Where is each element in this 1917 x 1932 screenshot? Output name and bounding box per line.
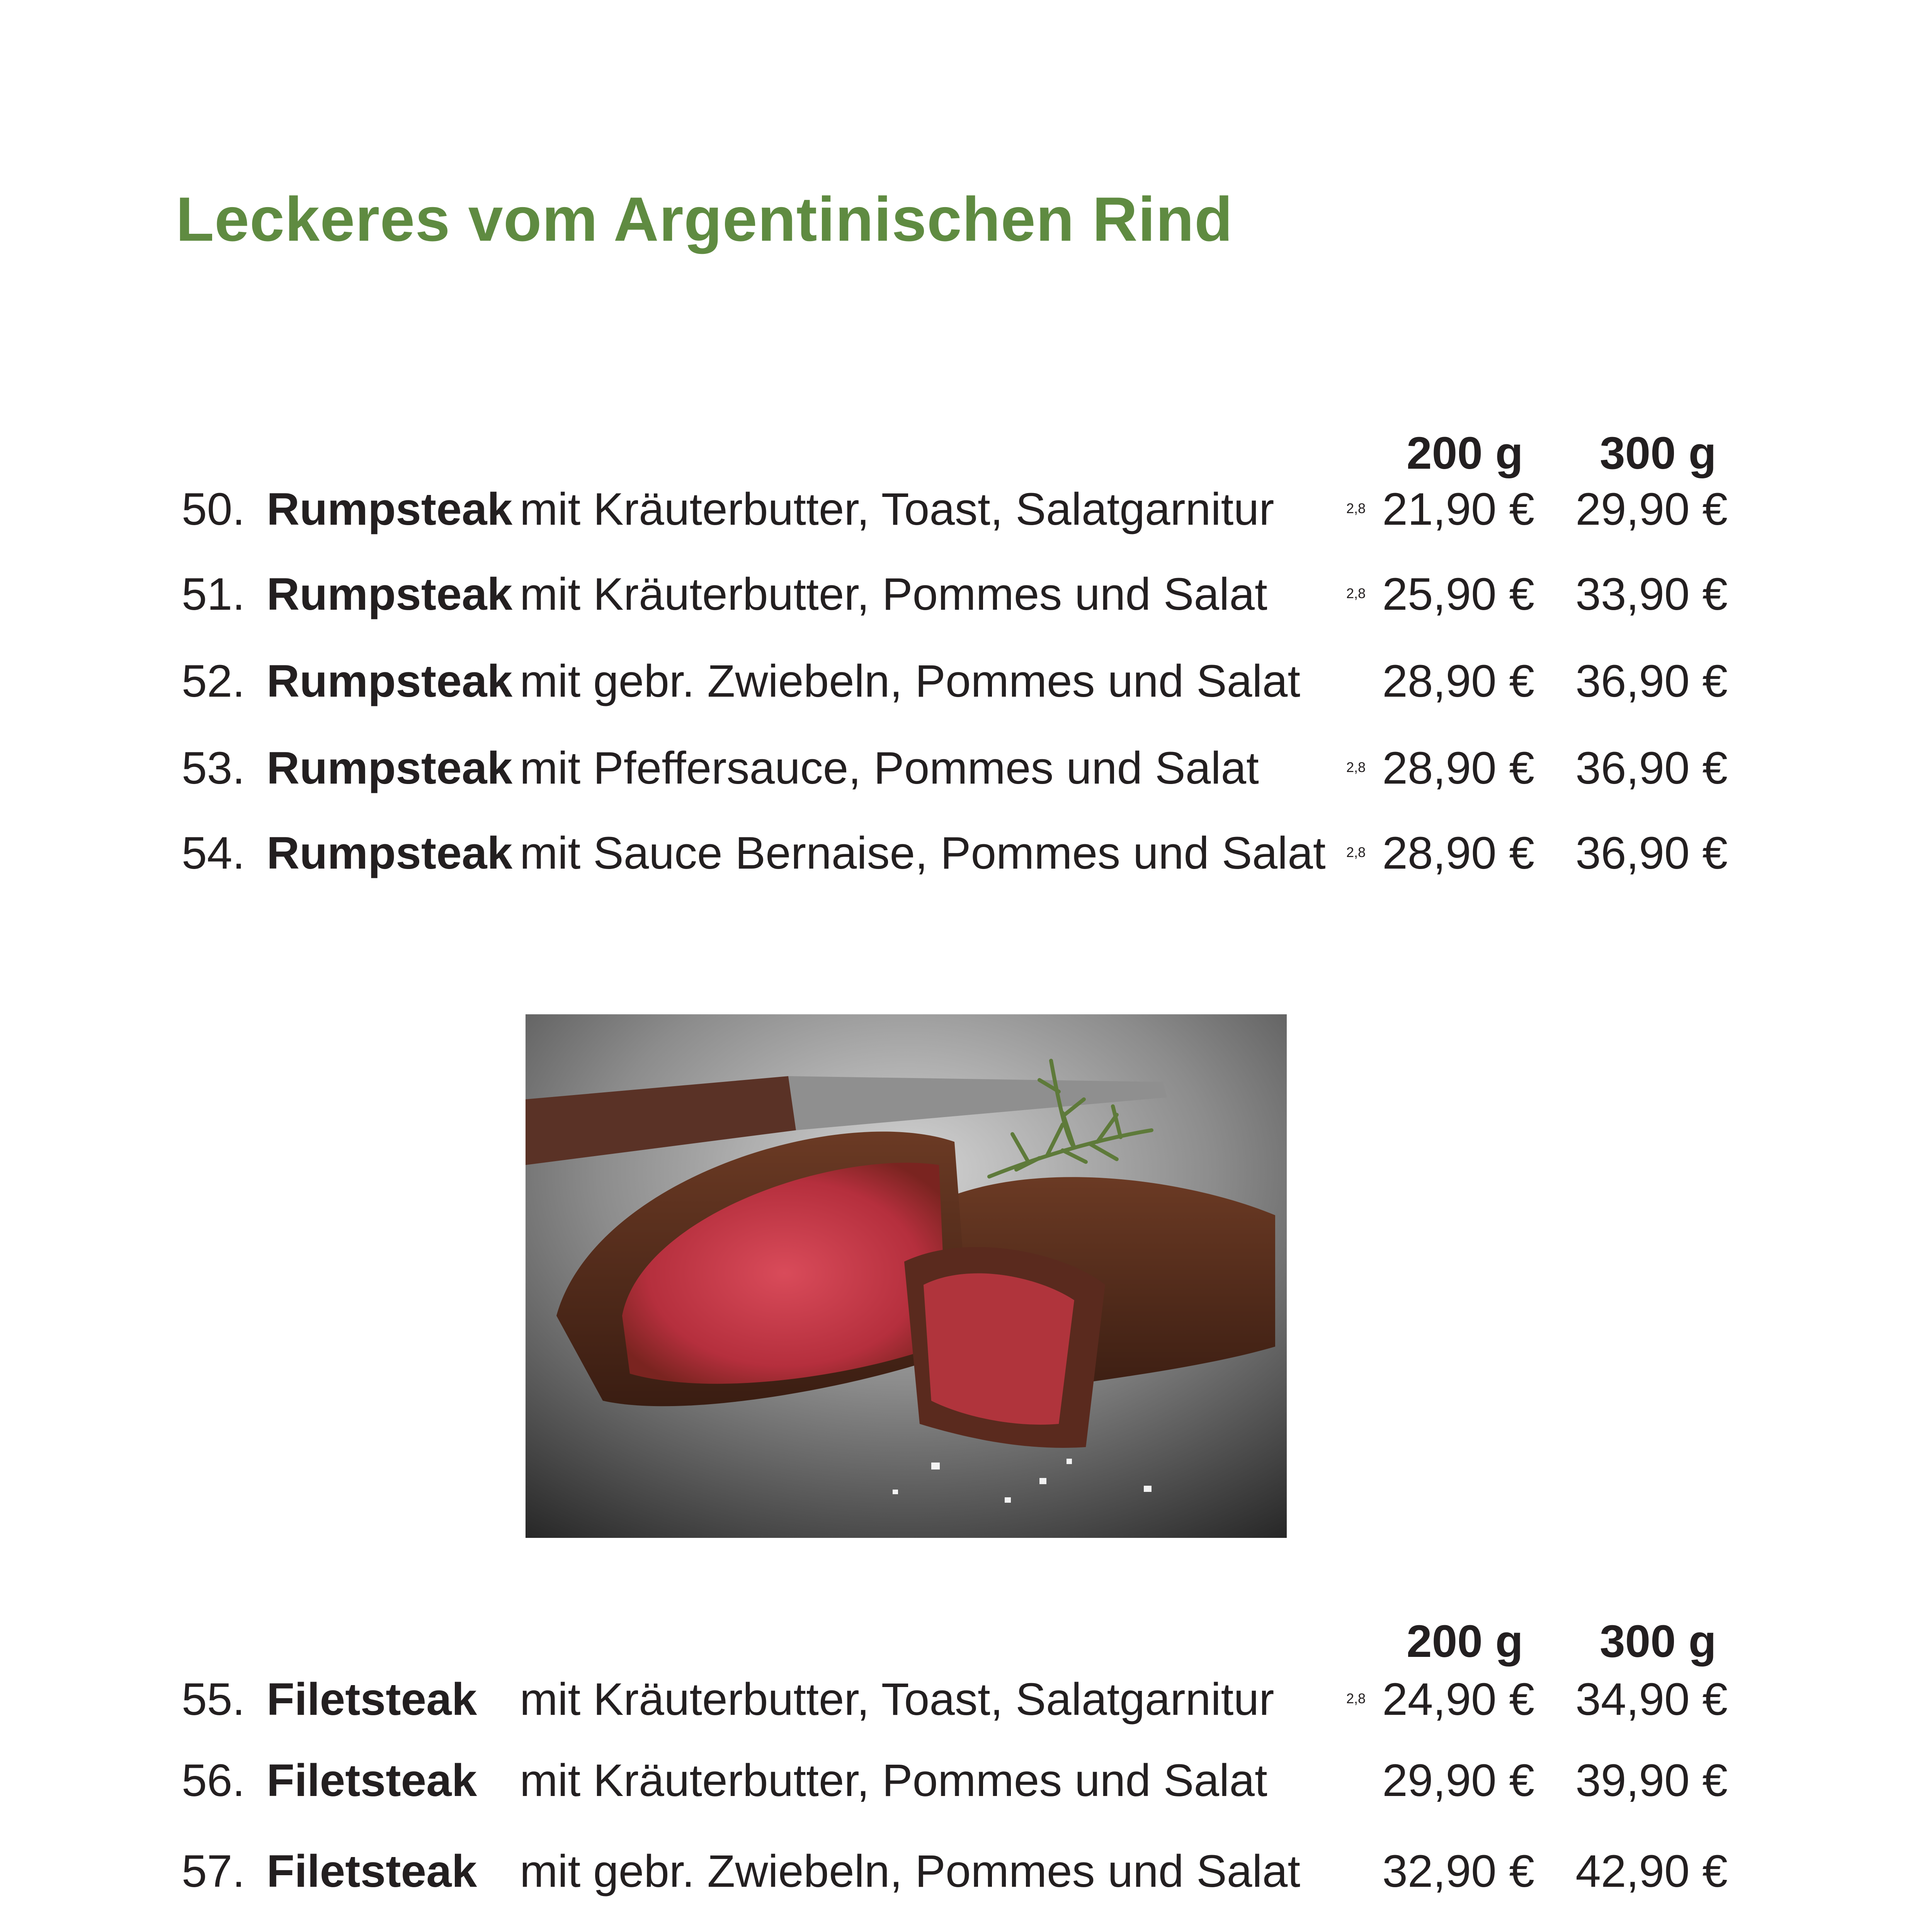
price-300g: 36,90 € [1575, 656, 1728, 707]
item-description: mit Kräuterbutter, Pommes und Salat [520, 569, 1267, 620]
menu-item-50 [0, 483, 1917, 541]
item-description: mit gebr. Zwiebeln, Pommes und Salat [520, 656, 1301, 707]
item-name: Filetsteak [267, 1846, 477, 1897]
item-name: Rumpsteak [267, 743, 513, 794]
item-description: mit Kräuterbutter, Pommes und Salat [520, 1755, 1267, 1806]
price-200g: 32,90 € [1382, 1846, 1534, 1897]
menu-item-55 [0, 1673, 1917, 1731]
allergen-note: 2,8 [1346, 759, 1366, 775]
price-300g: 29,90 € [1575, 484, 1728, 535]
menu-item-54 [0, 827, 1917, 885]
menu-item-57 [0, 1845, 1917, 1903]
item-description: mit Pfeffersauce, Pommes und Salat [520, 743, 1259, 794]
price-200g: 28,90 € [1382, 743, 1534, 794]
item-number: 51. [182, 569, 245, 620]
allergen-note: 2,8 [1346, 1690, 1366, 1706]
weight-200g-label: 200 g [1407, 1616, 1523, 1667]
item-description: mit gebr. Zwiebeln, Pommes und Salat [520, 1846, 1301, 1897]
item-name: Filetsteak [267, 1755, 477, 1806]
menu-item-53 [0, 742, 1917, 800]
menu-item-56 [0, 1754, 1917, 1812]
item-name: Rumpsteak [267, 656, 513, 707]
item-name: Rumpsteak [267, 828, 513, 879]
item-number: 50. [182, 484, 245, 535]
item-number: 54. [182, 828, 245, 879]
weight-200g-label: 200 g [1407, 428, 1523, 479]
item-number: 57. [182, 1846, 245, 1897]
item-description: mit Kräuterbutter, Toast, Salatgarnitur [520, 484, 1274, 535]
price-200g: 24,90 € [1382, 1674, 1534, 1725]
weight-300g-label: 300 g [1600, 1616, 1716, 1667]
price-300g: 34,90 € [1575, 1674, 1728, 1725]
steak-photo [526, 1014, 1287, 1538]
item-description: mit Sauce Bernaise, Pommes und Salat [520, 828, 1326, 879]
price-200g: 28,90 € [1382, 656, 1534, 707]
menu-item-52 [0, 655, 1917, 713]
menu-item-51 [0, 568, 1917, 626]
weight-300g-label: 300 g [1600, 428, 1716, 479]
allergen-note: 2,8 [1346, 844, 1366, 860]
price-300g: 39,90 € [1575, 1755, 1728, 1806]
allergen-note: 2,8 [1346, 500, 1366, 516]
price-200g: 25,90 € [1382, 569, 1534, 620]
item-description: mit Kräuterbutter, Toast, Salatgarnitur [520, 1674, 1274, 1725]
page-title: Leckeres vom Argentinischen Rind [176, 184, 1233, 254]
item-number: 56. [182, 1755, 245, 1806]
price-300g: 36,90 € [1575, 743, 1728, 794]
price-200g: 29,90 € [1382, 1755, 1534, 1806]
weight-header-rumpsteak [0, 427, 1917, 481]
item-name: Filetsteak [267, 1674, 477, 1725]
weight-header-filetsteak [0, 1615, 1917, 1669]
item-name: Rumpsteak [267, 484, 513, 535]
price-300g: 33,90 € [1575, 569, 1728, 620]
price-200g: 28,90 € [1382, 828, 1534, 879]
item-number: 53. [182, 743, 245, 794]
item-number: 55. [182, 1674, 245, 1725]
item-name: Rumpsteak [267, 569, 513, 620]
price-300g: 36,90 € [1575, 828, 1728, 879]
price-200g: 21,90 € [1382, 484, 1534, 535]
allergen-note: 2,8 [1346, 585, 1366, 601]
item-number: 52. [182, 656, 245, 707]
price-300g: 42,90 € [1575, 1846, 1728, 1897]
